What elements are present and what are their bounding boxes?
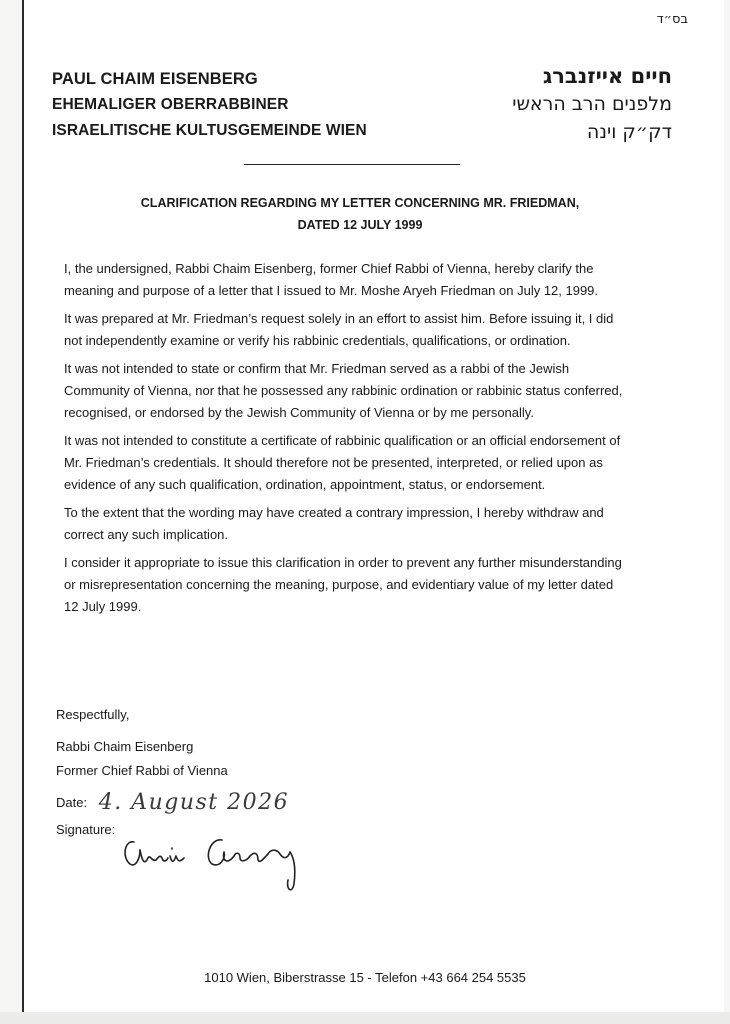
closing-name: Rabbi Chaim Eisenberg [56, 739, 194, 754]
title-line-1: CLARIFICATION REGARDING MY LETTER CONCERNING MR. FRIEDMAN, [140, 196, 580, 210]
body-paragraph-2: It was prepared at Mr. Friedman’s request solely in an effort to assist him. Before issuing it, I did not independently examine or verify his rabbinic credentials, qualifications, or ordination. [64, 311, 614, 348]
date-row [56, 790, 289, 815]
letterhead-name-en: PAUL CHAIM EISENBERG [52, 70, 258, 88]
handwritten-signature [100, 828, 320, 898]
letterhead-title-en: EHEMALIGER OBERRABBINER [52, 96, 289, 113]
letterhead-org-he: דק״ק וינה [586, 121, 672, 143]
background-strip [0, 1012, 730, 1024]
header-divider [244, 164, 460, 165]
body-paragraph-4: It was not intended to constitute a certificate of rabbinic qualification or an official endorsement of Mr. Friedman’s credentials. It should therefore not be presented, interpreted, or relied upon as evidence of any such qualification, ordination, appointment, status, or endorsement. [64, 433, 621, 492]
body-paragraph-1: I, the undersigned, Rabbi Chaim Eisenberg, former Chief Rabbi of Vienna, hereby clarify the meaning and purpose of a letter that I issued to Mr. Moshe Aryeh Friedman on July 12, 1999. [64, 261, 599, 298]
closing-salutation: Respectfully, [56, 707, 130, 722]
document-title [80, 192, 640, 236]
letterhead-org-en: ISRAELITISCHE KULTUSGEMEINDE WIEN [52, 122, 367, 139]
letter-body [64, 258, 624, 624]
date-label: Date: [56, 795, 88, 810]
letterhead-title-he: מלפנים הרב הראשי [512, 93, 672, 115]
footer-address: 1010 Wien, Biberstrasse 15 - Telefon +43 664 254 5535 [204, 970, 526, 985]
bsd-mark: בס״ד [656, 12, 688, 27]
body-paragraph-6: I consider it appropriate to issue this clarification in order to prevent any further misunderstanding or misrepresentation concerning the meaning, purpose, and evidentiary value of my letter dated 12 July 1999. [64, 555, 622, 614]
date-value: 4. August 2026 [98, 790, 290, 815]
body-paragraph-3: It was not intended to state or confirm that Mr. Friedman served as a rabbi of the Jewish Community of Vienna, nor that he possessed any rabbinic ordination or rabbinic status conferred, recognised, or endorsed by the Jewish Community of Vienna or by me personally. [64, 361, 623, 420]
signature-label: Signature: [56, 822, 116, 837]
letterhead-right [512, 62, 672, 146]
letterhead-name-he: חיים אייזנברג [542, 64, 672, 88]
body-paragraph-5: To the extent that the wording may have created a contrary impression, I hereby withdraw and correct any such implication. [64, 505, 604, 542]
title-line-2: DATED 12 JULY 1999 [297, 218, 423, 232]
closing-title: Former Chief Rabbi of Vienna [56, 763, 228, 778]
letterhead-left [52, 66, 367, 144]
closing-block [56, 704, 228, 784]
